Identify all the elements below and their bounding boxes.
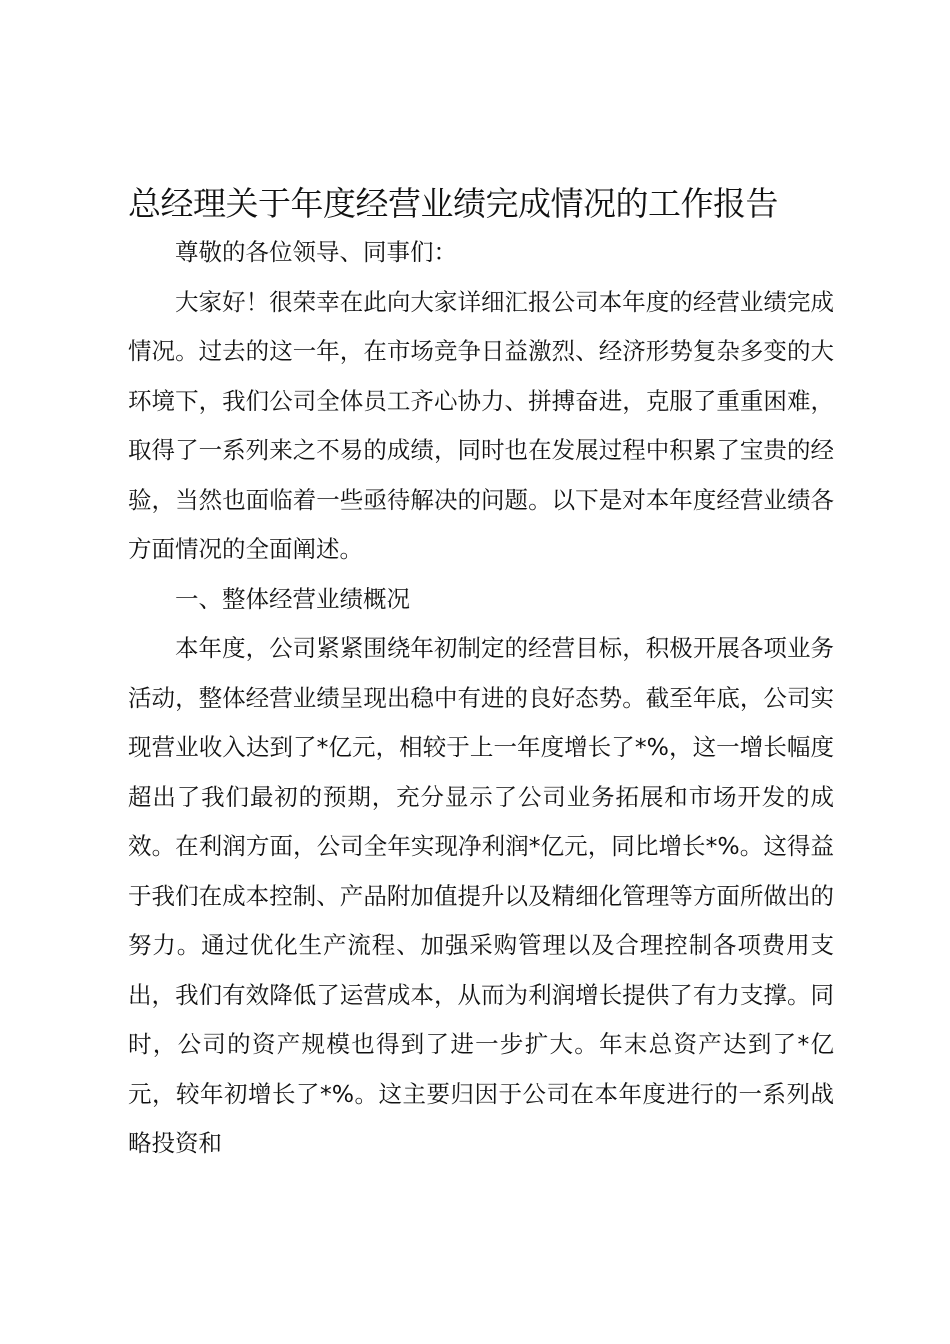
document-title: 总经理关于年度经营业绩完成情况的工作报告: [128, 184, 778, 223]
intro-paragraph: 大家好！很荣幸在此向大家详细汇报公司本年度的经营业绩完成情况。过去的这一年，在市场竞争日益激烈、经济形势复杂多变的大环境下，我们公司全体员工齐心协力、拼搏奋进，克服了重重困难，取得了一系列来之不易的成绩，同时也在发展过程中积累了宝贵的经验，当然也面临着一些亟待解决的问题。以下是对本年度经营业绩各方面情况的全面阐述。: [128, 287, 834, 563]
salutation: 尊敬的各位领导、同事们：: [175, 238, 457, 266]
document-page: [128, 178, 834, 1169]
section-body-1: 本年度，公司紧紧围绕年初制定的经营目标，积极开展各项业务活动，整体经营业绩呈现出稳中有进的良好态势。截至年底，公司实现营业收入达到了*亿元，相较于上一年度增长了*%，这一增长幅度超出了我们最初的预期，充分显示了公司业务拓展和市场开发的成效。在利润方面，公司全年实现净利润*亿元，同比增长*%。这得益于我们在成本控制、产品附加值提升以及精细化管理等方面所做出的努力。通过优化生产流程、加强采购管理以及合理控制各项费用支出，我们有效降低了运营成本，从而为利润增长提供了有力支撑。同时，公司的资产规模也得到了进一步扩大。年末总资产达到了*亿元，较年初增长了*%。这主要归因于公司在本年度进行的一系列战略投资和: [128, 634, 834, 1157]
section-heading-1: 一、整体经营业绩概况: [175, 584, 410, 613]
